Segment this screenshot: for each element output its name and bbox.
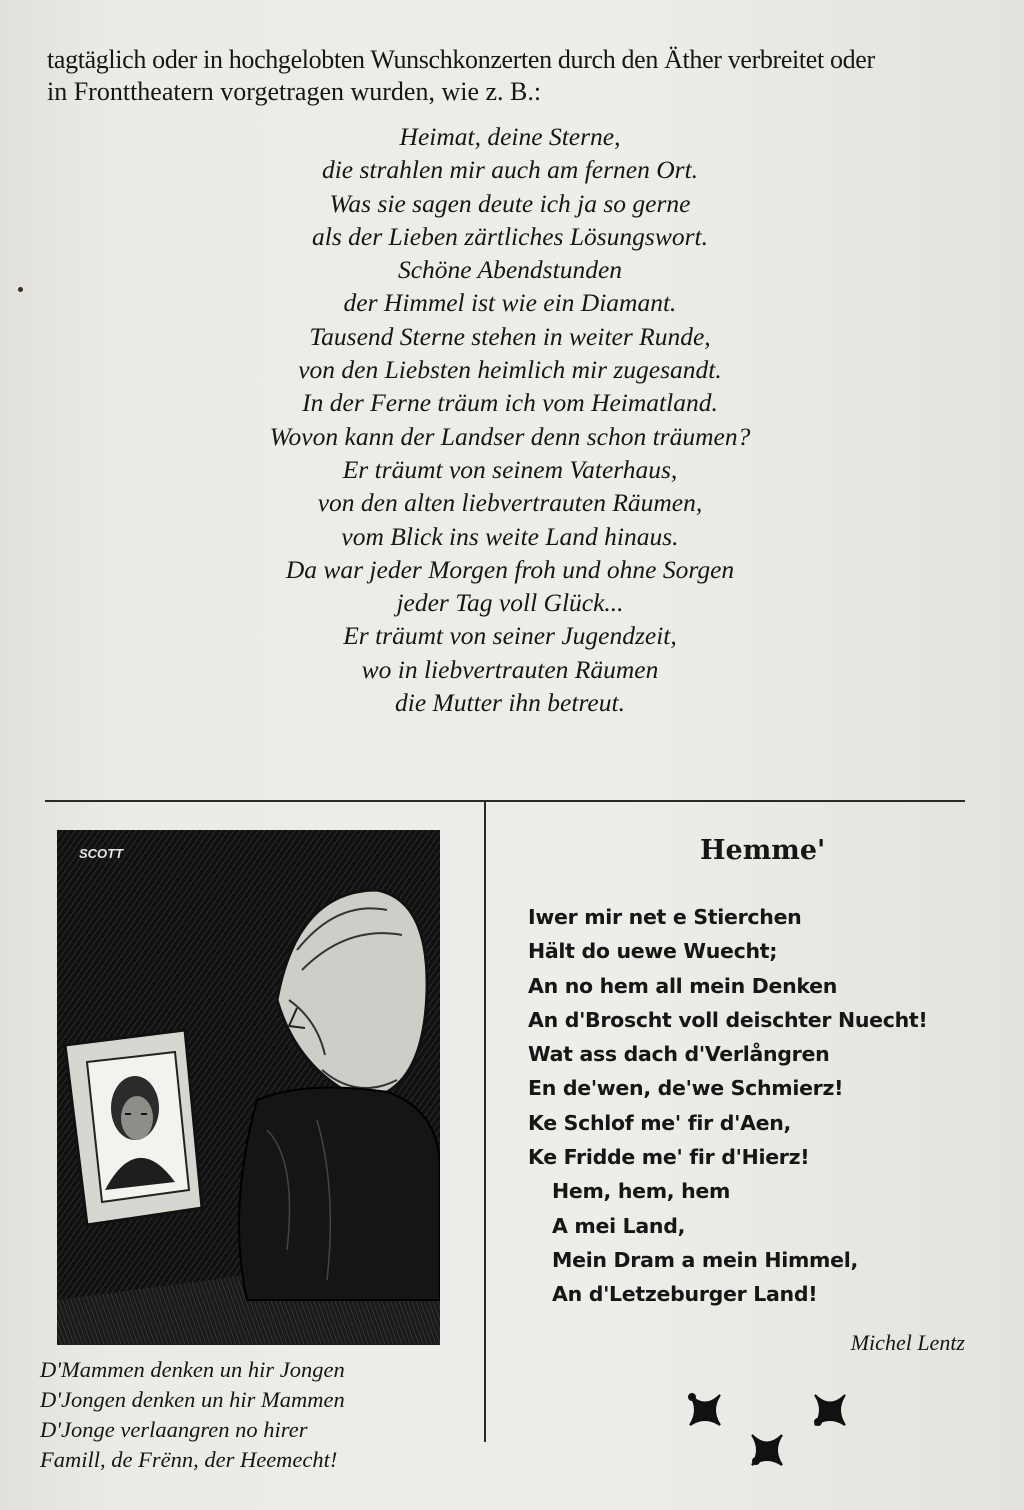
horizontal-divider — [45, 800, 965, 802]
poem-line: als der Lieben zärtliches Lösungswort. — [312, 221, 708, 251]
poem-line: Hält do uewe Wuecht; — [528, 939, 778, 964]
poem-line: Ke Fridde me' fir d'Hierz! — [528, 1145, 810, 1170]
song-poem — [160, 120, 860, 719]
stray-ink-mark — [18, 287, 23, 292]
intro-paragraph — [47, 44, 972, 108]
poem-line: die Mutter ihn betreut. — [395, 688, 625, 718]
chorus-line: Mein Dram a mein Himmel, — [552, 1247, 858, 1272]
poem-line: Da war jeder Morgen froh und ohne Sorgen — [285, 554, 735, 584]
intro-line: tagtäglich oder in hochgelobten Wunschkonzerten durch den Äther verbreitet oder — [47, 45, 875, 74]
poem-author: Michel Lentz — [850, 1330, 965, 1355]
poem-line: Schöne Abendstunden — [397, 255, 623, 285]
chorus-line: Hem, hem, hem — [552, 1179, 731, 1204]
poem-line: vom Blick ins weite Land hinaus. — [341, 521, 679, 551]
poem-line: Wovon kann der Landser denn schon träumen? — [269, 421, 751, 451]
poem-line: jeder Tag voll Glück... — [396, 588, 624, 618]
vertical-divider — [484, 802, 486, 1442]
mother-portrait-drawing — [57, 830, 440, 1345]
poem-line: Er träumt von seinem Vaterhaus, — [342, 454, 678, 484]
poem-line: In der Ferne träum ich vom Heimatland. — [302, 388, 718, 418]
poem-line: von den Liebsten heimlich mir zugesandt. — [298, 355, 722, 385]
lentz-poem — [528, 900, 968, 1312]
poem-line: En de'wen, de'we Schmierz! — [528, 1076, 844, 1101]
poem-line: Er träumt von seiner Jugendzeit, — [343, 621, 677, 651]
intro-line: in Fronttheatern vorgetragen wurden, wie z. B.: — [47, 77, 542, 106]
chorus-line: A mei Land, — [552, 1213, 686, 1238]
poem-line: An no hem all mein Denken — [528, 973, 838, 998]
poem-line: der Himmel ist wie ein Diamant. — [343, 288, 677, 318]
poem-line: die strahlen mir auch am fernen Ort. — [321, 155, 699, 185]
poem-line: wo in liebvertrauten Räumen — [361, 654, 659, 684]
caption-line: Famill, de Frënn, der Heemecht! — [40, 1447, 338, 1472]
poem-line: Wat ass dach d'Verlångren — [528, 1042, 830, 1067]
ornament-icon — [680, 1385, 855, 1475]
caption-line: D'Jonge verlaangren no hirer — [40, 1417, 308, 1442]
poem-line: Tausend Sterne stehen in weiter Runde, — [309, 321, 711, 351]
framed-photo — [65, 1030, 202, 1225]
caption-line: D'Jongen denken un hir Mammen — [40, 1387, 345, 1412]
cartoon-illustration — [57, 830, 440, 1345]
poem-line: Heimat, deine Sterne, — [399, 122, 621, 151]
artist-signature: SCOTT — [79, 846, 124, 861]
poem-line: Ke Schlof me' fir d'Aen, — [528, 1110, 792, 1135]
poem-line: Iwer mir net e Stierchen — [528, 905, 802, 929]
caption-line: D'Mammen denken un hir Jongen — [40, 1357, 345, 1382]
poem-line: von den alten liebvertrauten Räumen, — [317, 488, 703, 518]
poem-title: Hemme' — [700, 835, 826, 866]
poem-line: Was sie sagen deute ich ja so gerne — [329, 188, 691, 218]
poem-line: An d'Broscht voll deischter Nuecht! — [528, 1007, 928, 1032]
cartoon-caption — [40, 1355, 460, 1475]
chorus-line: An d'Letzeburger Land! — [552, 1282, 818, 1307]
